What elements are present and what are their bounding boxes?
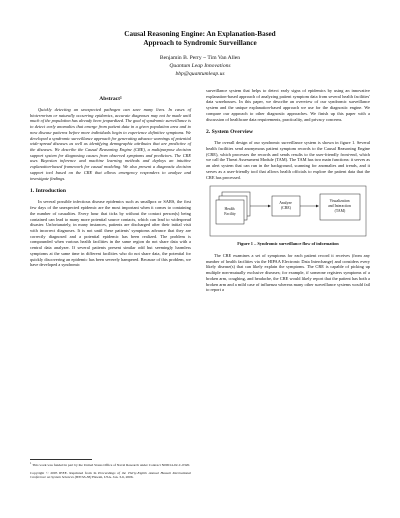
- introduction-text: In several possible infectious disease epidemics such as smallpox or SARS, the first few days of the unexpected epidemic are the most important when it comes to containing the number of casualties. Every hour that ticks by without the contact person(s) being contained can lead to many more potential source contacts, which can lead to widespread disaster. Unfortunately, in many instances, patients are discharged after their initial visit with incorrect diagnoses. It is not until these patients' symptoms advance that they are correctly diagnosed and a potential epidemic has been realized. The problem is compounded when various health facilities in the same region do not share data with a central data analyzer. If several patients present similar odd but seemingly harmless symptoms at the same time in different facilities who do not share data, the potential for quickly discovering an epidemic has been severely hampered. Because of this problem, we have developed a syndromic: [30, 199, 191, 268]
- cre-label-line-2: (CRE): [281, 206, 291, 211]
- system-overview-text: The overall design of our syndromic surveillance system is shown in figure 1. Several health facilities send anonymous patient symptom records to the Causal Reasoning Engine (CRE), which processes the records and sends results to the user-friendly front-end, which we call the Threat Assessment Module (TAM). The TAM has two main functions: it serves as an alert system that can run in the background, scanning for anomalies and trends, and it serves as a user-friendly tool that allows health officials to explore the patient data that the CRE has processed.: [206, 140, 370, 180]
- arrow-facility-to-cre-head: [268, 205, 271, 208]
- author-email: bbp@quantumleap.us: [175, 71, 225, 77]
- figure-1: [206, 184, 370, 238]
- introduction-heading: 1. Introduction: [30, 188, 66, 195]
- tam-label-line-2: and Interaction: [328, 204, 351, 209]
- flow-diagram: [206, 184, 370, 238]
- arrow-cre-to-tam-head: [316, 205, 319, 208]
- system-overview-heading: 2. System Overview: [206, 129, 254, 136]
- health-facility-label: [224, 207, 236, 216]
- abstract-heading-text: Abstract: [99, 96, 121, 102]
- paper-title: [30, 30, 370, 49]
- introduction-continuation-text: surveillance system that helps to detect early signs of epidemics by using an innovative explanation-based approach of analyzing patient symptom data from several health facilities' data warehouses. In this paper, we describe an overview of our syndromic surveillance system and the unique explanation-based approach we use for the diagnostic engine. We compare our approach to other diagnostic approaches. We finish up this paper with a discussion of healthcare data requirements, practicality, and privacy concerns.: [206, 88, 370, 122]
- cre-description-text: The CRE examines a set of symptoms for each patient record it receives (from any number of health facilities via the HIPAA Electronic Data Interchange) and considers every likely disease(s) that can likely explain the symptoms. The CRE is capable of picking up multiple non-mutually exclusive diseases; for example, if someone registers symptoms of a broken arm, coughing, and headache, the CRE would likely report that the patient has both a broken arm and a mild case of influenza whereas many other surveillance systems would fail to report a: [206, 252, 370, 293]
- tam-label-line-1: Visualization: [329, 199, 350, 204]
- funding-footnote-text: This work was funded in part by the United States Office of Naval Research under Contract N00014-02-C-0320.: [31, 463, 191, 468]
- paper-title-line-1: Causal Reasoning Engine: An Explanation-Based: [124, 30, 276, 38]
- author-names: Benjamin B. Perry ~ Tim Van Allen: [159, 55, 241, 61]
- abstract-text: Quickly detecting an unexpected pathogen can save many lives. In cases of bioterrorism or naturally occurring epidemics, accurate diagnoses may not be made until much of the population has already been jeopardized. The goal of syndromic surveillance is to detect early anomalies that emerge from patient data in a given population area and to now disease patterns before more individuals begin to experience definitive symptoms. We developed a syndromic surveillance approach for generating advance warnings of potential wide-spread diseases as well as identifying demographic attributes that are predictive of the diseases. We describe the Causal Reasoning Engine (CRE), a multipurpose decision support system for diagnosing causes from observed symptoms and predictors. The CRE uses Bayesian inference and machine learning methods and deploys an intuitive explanation-based framework for causal modeling. We also present a diagnostic decision support tool based on the CRE that allows emergency responders to analyze and investigate findings.: [30, 107, 191, 181]
- funding-footnote: [30, 462, 191, 468]
- spacer: [206, 122, 370, 129]
- footnote-divider: [30, 459, 92, 460]
- paper-title-line-2: Approach to Syndromic Surveillance: [143, 39, 257, 48]
- left-column: [30, 96, 191, 268]
- cre-label: [279, 201, 293, 210]
- author-affiliation: Quantum Leap Innovations: [169, 63, 231, 69]
- figure-1-caption: Figure 1 – Syndromic surveillance flow of information: [237, 241, 339, 247]
- copyright-footnote: [30, 471, 191, 480]
- abstract-footnote-mark: 1: [120, 96, 122, 100]
- funding-footnote-mark: 1: [30, 462, 32, 465]
- abstract-heading: [30, 96, 191, 103]
- health-facility-label-line-2: Facility: [224, 212, 236, 217]
- health-facility-label-line-1: Health: [224, 207, 235, 212]
- tam-label-line-3: (TAM): [334, 209, 346, 214]
- copyright-proceedings-title: Proceedings of the Thirty-Eighth Annual Hawaii International Conference on System Sciences (HICSS-38): [30, 471, 191, 480]
- right-column: [206, 88, 370, 293]
- copyright-suffix: Hawaii, USA. Jan. 3-6, 2006.: [91, 475, 134, 480]
- copyright-prefix: Copyright © 2005 IEEE. Reprinted from In: [30, 471, 99, 475]
- cre-label-line-1: Analyze: [279, 201, 292, 206]
- spacer: [30, 181, 191, 188]
